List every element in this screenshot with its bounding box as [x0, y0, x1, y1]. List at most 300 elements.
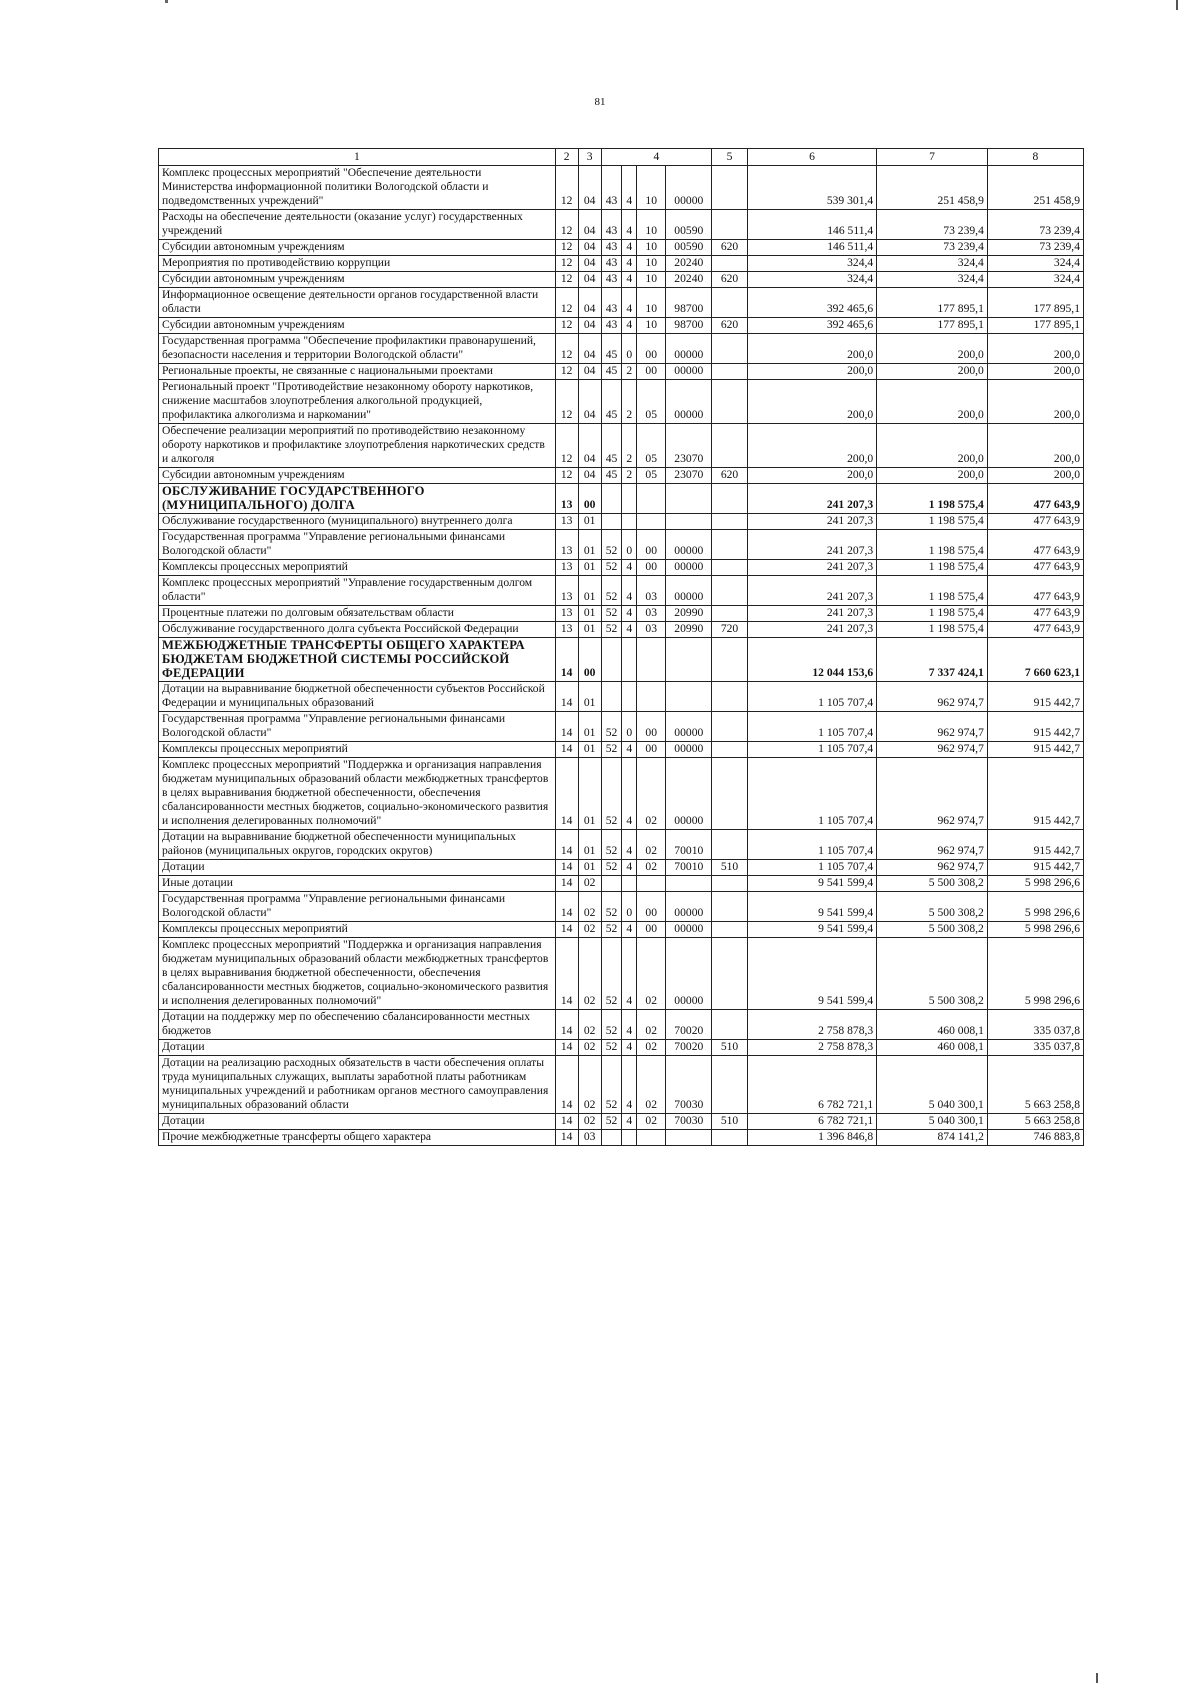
amount-cell: 324,4	[877, 272, 988, 288]
row-name: Государственная программа "Управление региональными финансами Вологодской области"	[159, 892, 556, 922]
code-cell	[712, 712, 747, 742]
scan-mark	[1176, 0, 1178, 10]
code-cell: 12	[555, 318, 578, 334]
table-row	[159, 318, 1084, 334]
code-cell: 4	[622, 576, 637, 606]
row-name: Дотации на выравнивание бюджетной обеспеченности субъектов Российской Федерации и муниципальных образований	[159, 682, 556, 712]
amount-cell: 962 974,7	[877, 682, 988, 712]
table-row	[159, 380, 1084, 424]
amount-cell: 200,0	[747, 364, 876, 380]
table-row	[159, 712, 1084, 742]
code-cell: 00000	[666, 380, 712, 424]
code-cell: 0	[622, 334, 637, 364]
code-cell: 04	[578, 364, 601, 380]
amount-cell: 1 105 707,4	[747, 830, 876, 860]
amount-cell: 241 207,3	[747, 622, 876, 638]
code-cell: 70010	[666, 830, 712, 860]
code-cell: 12	[555, 272, 578, 288]
row-name: Комплекс процессных мероприятий "Поддержка и организация направления бюджетам муниципальных образований области межбюджетных трансфертов в целях выравнивания бюджетной обеспеченности, обеспечения сбалансированности местных бюджетов, социально-экономического развития и исполнения делегированных полномочий"	[159, 758, 556, 830]
code-cell: 02	[578, 1010, 601, 1040]
code-cell	[622, 876, 637, 892]
code-cell: 14	[555, 1040, 578, 1056]
code-cell	[712, 1010, 747, 1040]
amount-cell: 1 198 575,4	[877, 622, 988, 638]
code-cell: 4	[622, 938, 637, 1010]
code-cell: 01	[578, 830, 601, 860]
row-name: Субсидии автономным учреждениям	[159, 240, 556, 256]
code-cell: 00	[637, 712, 666, 742]
code-cell: 52	[601, 560, 622, 576]
code-cell	[601, 484, 622, 514]
code-cell: 4	[622, 240, 637, 256]
code-cell	[712, 682, 747, 712]
amount-cell: 962 974,7	[877, 830, 988, 860]
row-name: Обслуживание государственного долга субъекта Российской Федерации	[159, 622, 556, 638]
amount-cell: 251 458,9	[987, 166, 1083, 210]
amount-cell: 477 643,9	[987, 514, 1083, 530]
code-cell	[637, 514, 666, 530]
amount-cell: 241 207,3	[747, 576, 876, 606]
table-row	[159, 622, 1084, 638]
code-cell: 00000	[666, 712, 712, 742]
row-name: Прочие межбюджетные трансферты общего характера	[159, 1130, 556, 1146]
code-cell: 00000	[666, 576, 712, 606]
code-cell	[712, 334, 747, 364]
code-cell: 02	[637, 860, 666, 876]
code-cell: 43	[601, 210, 622, 240]
amount-cell: 915 442,7	[987, 682, 1083, 712]
code-cell: 05	[637, 468, 666, 484]
amount-cell: 5 663 258,8	[987, 1056, 1083, 1114]
code-cell: 01	[578, 682, 601, 712]
budget-table	[158, 148, 1084, 1146]
code-cell	[712, 256, 747, 272]
table-row	[159, 560, 1084, 576]
code-cell: 00	[637, 334, 666, 364]
code-cell	[712, 606, 747, 622]
table-row	[159, 876, 1084, 892]
code-cell: 02	[578, 1040, 601, 1056]
table-row	[159, 892, 1084, 922]
code-cell	[712, 424, 747, 468]
row-name: Региональные проекты, не связанные с национальными проектами	[159, 364, 556, 380]
code-cell: 02	[637, 1010, 666, 1040]
code-cell: 4	[622, 560, 637, 576]
code-cell: 2	[622, 380, 637, 424]
row-name: Дотации	[159, 860, 556, 876]
code-cell: 02	[637, 1056, 666, 1114]
scan-mark	[1096, 1673, 1098, 1683]
code-cell: 00	[578, 638, 601, 682]
code-cell: 52	[601, 1056, 622, 1114]
code-cell	[622, 638, 637, 682]
code-cell: 02	[578, 922, 601, 938]
code-cell	[601, 682, 622, 712]
amount-cell: 324,4	[877, 256, 988, 272]
row-name: ОБСЛУЖИВАНИЕ ГОСУДАРСТВЕННОГО (МУНИЦИПАЛЬНОГО) ДОЛГА	[159, 484, 556, 514]
amount-cell: 1 105 707,4	[747, 712, 876, 742]
amount-cell: 915 442,7	[987, 712, 1083, 742]
code-cell: 02	[578, 938, 601, 1010]
code-cell: 720	[712, 622, 747, 638]
code-cell: 52	[601, 860, 622, 876]
code-cell: 43	[601, 256, 622, 272]
code-cell: 12	[555, 210, 578, 240]
amount-cell: 177 895,1	[987, 288, 1083, 318]
code-cell: 43	[601, 240, 622, 256]
code-cell: 02	[578, 1056, 601, 1114]
code-cell: 70010	[666, 860, 712, 876]
code-cell: 04	[578, 166, 601, 210]
amount-cell: 460 008,1	[877, 1010, 988, 1040]
amount-cell: 200,0	[987, 364, 1083, 380]
amount-cell: 9 541 599,4	[747, 938, 876, 1010]
row-name: Комплексы процессных мероприятий	[159, 560, 556, 576]
code-cell	[712, 742, 747, 758]
amount-cell: 1 105 707,4	[747, 758, 876, 830]
code-cell: 14	[555, 1056, 578, 1114]
code-cell: 02	[578, 892, 601, 922]
amount-cell: 241 207,3	[747, 530, 876, 560]
code-cell: 00	[637, 560, 666, 576]
code-cell: 70030	[666, 1056, 712, 1114]
code-cell: 01	[578, 560, 601, 576]
table-row	[159, 1040, 1084, 1056]
row-name: Государственная программа "Обеспечение профилактики правонарушений, безопасности населения и территории Вологодской области"	[159, 334, 556, 364]
amount-cell: 477 643,9	[987, 622, 1083, 638]
code-cell: 70020	[666, 1040, 712, 1056]
amount-cell: 1 198 575,4	[877, 606, 988, 622]
page-number: 81	[594, 96, 606, 108]
code-cell: 13	[555, 576, 578, 606]
table-row	[159, 484, 1084, 514]
amount-cell: 1 198 575,4	[877, 514, 988, 530]
amount-cell: 200,0	[747, 380, 876, 424]
code-cell: 52	[601, 606, 622, 622]
code-cell: 52	[601, 830, 622, 860]
code-cell: 14	[555, 1130, 578, 1146]
code-cell	[666, 484, 712, 514]
code-cell: 14	[555, 1010, 578, 1040]
code-cell	[622, 682, 637, 712]
row-name: Субсидии автономным учреждениям	[159, 468, 556, 484]
amount-cell: 335 037,8	[987, 1040, 1083, 1056]
code-cell: 04	[578, 424, 601, 468]
code-cell: 43	[601, 272, 622, 288]
code-cell: 4	[622, 830, 637, 860]
code-cell: 13	[555, 484, 578, 514]
code-cell: 0	[622, 530, 637, 560]
code-cell: 52	[601, 758, 622, 830]
row-name: Субсидии автономным учреждениям	[159, 272, 556, 288]
code-cell: 4	[622, 1056, 637, 1114]
amount-cell: 915 442,7	[987, 830, 1083, 860]
amount-cell: 5 998 296,6	[987, 876, 1083, 892]
code-cell	[712, 364, 747, 380]
code-cell: 04	[578, 210, 601, 240]
table-row	[159, 1056, 1084, 1114]
code-cell: 03	[637, 576, 666, 606]
code-cell: 14	[555, 892, 578, 922]
code-cell: 4	[622, 742, 637, 758]
code-cell: 4	[622, 606, 637, 622]
code-cell: 00000	[666, 364, 712, 380]
amount-cell: 915 442,7	[987, 860, 1083, 876]
code-cell: 14	[555, 1114, 578, 1130]
code-cell: 4	[622, 288, 637, 318]
amount-cell: 2 758 878,3	[747, 1040, 876, 1056]
table-row	[159, 922, 1084, 938]
amount-cell: 1 198 575,4	[877, 576, 988, 606]
amount-cell: 6 782 721,1	[747, 1114, 876, 1130]
code-cell	[712, 484, 747, 514]
code-cell: 45	[601, 380, 622, 424]
code-cell: 23070	[666, 468, 712, 484]
code-cell	[712, 380, 747, 424]
code-cell	[712, 1056, 747, 1114]
code-cell: 14	[555, 938, 578, 1010]
code-cell	[666, 1130, 712, 1146]
table-row	[159, 272, 1084, 288]
code-cell: 13	[555, 530, 578, 560]
code-cell: 52	[601, 1010, 622, 1040]
table-row	[159, 288, 1084, 318]
amount-cell: 241 207,3	[747, 514, 876, 530]
amount-cell: 962 974,7	[877, 758, 988, 830]
table-row	[159, 514, 1084, 530]
amount-cell: 1 105 707,4	[747, 682, 876, 712]
row-name: МЕЖБЮДЖЕТНЫЕ ТРАНСФЕРТЫ ОБЩЕГО ХАРАКТЕРА БЮДЖЕТАМ БЮДЖЕТНОЙ СИСТЕМЫ РОССИЙСКОЙ ФЕДЕРАЦИИ	[159, 638, 556, 682]
amount-cell: 1 198 575,4	[877, 530, 988, 560]
code-cell: 620	[712, 240, 747, 256]
amount-cell: 6 782 721,1	[747, 1056, 876, 1114]
row-name: Информационное освещение деятельности органов государственной власти области	[159, 288, 556, 318]
code-cell: 10	[637, 288, 666, 318]
code-cell: 04	[578, 272, 601, 288]
amount-cell: 177 895,1	[877, 288, 988, 318]
code-cell	[712, 922, 747, 938]
code-cell: 04	[578, 256, 601, 272]
code-cell: 04	[578, 380, 601, 424]
code-cell: 4	[622, 210, 637, 240]
code-cell: 12	[555, 166, 578, 210]
code-cell: 00	[637, 364, 666, 380]
row-name: Государственная программа "Управление региональными финансами Вологодской области"	[159, 530, 556, 560]
code-cell: 00	[637, 742, 666, 758]
code-cell: 20240	[666, 272, 712, 288]
code-cell: 13	[555, 560, 578, 576]
row-name: Дотации на реализацию расходных обязательств в части обеспечения оплаты труда муниципальных служащих, выплаты заработной платы работникам муниципальных учреждений и работникам органов местного самоуправления муниципальных образований области	[159, 1056, 556, 1114]
amount-cell: 1 198 575,4	[877, 484, 988, 514]
amount-cell: 73 239,4	[877, 240, 988, 256]
code-cell: 0	[622, 892, 637, 922]
code-cell: 52	[601, 1114, 622, 1130]
amount-cell: 324,4	[747, 256, 876, 272]
amount-cell: 962 974,7	[877, 860, 988, 876]
amount-cell: 2 758 878,3	[747, 1010, 876, 1040]
code-cell	[712, 288, 747, 318]
code-cell: 52	[601, 622, 622, 638]
code-cell: 14	[555, 638, 578, 682]
code-cell	[601, 514, 622, 530]
code-cell	[637, 638, 666, 682]
code-cell: 10	[637, 272, 666, 288]
code-cell: 45	[601, 468, 622, 484]
table-row	[159, 530, 1084, 560]
row-name: Мероприятия по противодействию коррупции	[159, 256, 556, 272]
code-cell: 00	[637, 530, 666, 560]
code-cell: 12	[555, 380, 578, 424]
code-cell: 14	[555, 860, 578, 876]
amount-cell: 200,0	[987, 334, 1083, 364]
code-cell: 01	[578, 530, 601, 560]
code-cell: 03	[637, 606, 666, 622]
code-cell: 10	[637, 256, 666, 272]
code-cell: 14	[555, 712, 578, 742]
table-row	[159, 1130, 1084, 1146]
code-cell: 52	[601, 530, 622, 560]
code-cell: 01	[578, 758, 601, 830]
code-cell: 00000	[666, 922, 712, 938]
code-cell: 45	[601, 334, 622, 364]
code-cell: 43	[601, 166, 622, 210]
code-cell	[601, 1130, 622, 1146]
code-cell: 00000	[666, 166, 712, 210]
code-cell: 10	[637, 166, 666, 210]
row-name: Обслуживание государственного (муниципального) внутреннего долга	[159, 514, 556, 530]
code-cell: 00	[578, 484, 601, 514]
amount-cell: 73 239,4	[987, 240, 1083, 256]
code-cell: 14	[555, 758, 578, 830]
code-cell: 12	[555, 468, 578, 484]
row-name: Комплексы процессных мероприятий	[159, 922, 556, 938]
code-cell: 01	[578, 514, 601, 530]
table-row	[159, 758, 1084, 830]
code-cell: 02	[637, 938, 666, 1010]
code-cell	[666, 514, 712, 530]
amount-cell: 915 442,7	[987, 758, 1083, 830]
header-cell: 4	[601, 149, 712, 166]
amount-cell: 241 207,3	[747, 560, 876, 576]
row-name: Государственная программа "Управление региональными финансами Вологодской области"	[159, 712, 556, 742]
amount-cell: 324,4	[987, 256, 1083, 272]
code-cell: 52	[601, 712, 622, 742]
amount-cell: 5 998 296,6	[987, 892, 1083, 922]
table-row	[159, 256, 1084, 272]
code-cell: 04	[578, 334, 601, 364]
header-cell: 5	[712, 149, 747, 166]
code-cell	[666, 876, 712, 892]
amount-cell: 200,0	[987, 424, 1083, 468]
amount-cell: 251 458,9	[877, 166, 988, 210]
code-cell: 00000	[666, 334, 712, 364]
table-row	[159, 334, 1084, 364]
table-row	[159, 606, 1084, 622]
code-cell: 01	[578, 860, 601, 876]
row-name: Процентные платежи по долговым обязательствам области	[159, 606, 556, 622]
amount-cell: 200,0	[747, 468, 876, 484]
table-row	[159, 638, 1084, 682]
amount-cell: 200,0	[747, 334, 876, 364]
code-cell: 01	[578, 712, 601, 742]
code-cell	[637, 1130, 666, 1146]
code-cell	[622, 484, 637, 514]
code-cell: 4	[622, 272, 637, 288]
code-cell: 02	[637, 1114, 666, 1130]
amount-cell: 146 511,4	[747, 240, 876, 256]
row-name: Дотации на выравнивание бюджетной обеспеченности муниципальных районов (муниципальных округов, городских округов)	[159, 830, 556, 860]
amount-cell: 200,0	[877, 364, 988, 380]
amount-cell: 7 660 623,1	[987, 638, 1083, 682]
row-name: Комплекс процессных мероприятий "Управление государственным долгом области"	[159, 576, 556, 606]
row-name: Дотации	[159, 1040, 556, 1056]
amount-cell: 73 239,4	[987, 210, 1083, 240]
row-name: Дотации	[159, 1114, 556, 1130]
table-row	[159, 682, 1084, 712]
code-cell	[637, 876, 666, 892]
code-cell: 12	[555, 256, 578, 272]
amount-cell: 324,4	[987, 272, 1083, 288]
amount-cell: 477 643,9	[987, 484, 1083, 514]
code-cell: 4	[622, 860, 637, 876]
code-cell: 52	[601, 742, 622, 758]
code-cell: 0	[622, 712, 637, 742]
code-cell: 620	[712, 318, 747, 334]
code-cell: 4	[622, 922, 637, 938]
table-row	[159, 1010, 1084, 1040]
scan-mark	[165, 0, 168, 3]
amount-cell: 915 442,7	[987, 742, 1083, 758]
amount-cell: 9 541 599,4	[747, 892, 876, 922]
amount-cell: 392 465,6	[747, 318, 876, 334]
code-cell: 10	[637, 210, 666, 240]
amount-cell: 324,4	[747, 272, 876, 288]
code-cell: 05	[637, 424, 666, 468]
code-cell: 01	[578, 622, 601, 638]
code-cell	[666, 682, 712, 712]
code-cell: 00000	[666, 938, 712, 1010]
code-cell: 45	[601, 364, 622, 380]
amount-cell: 200,0	[877, 380, 988, 424]
table-row	[159, 830, 1084, 860]
code-cell: 00000	[666, 530, 712, 560]
code-cell: 12	[555, 288, 578, 318]
amount-cell: 200,0	[987, 380, 1083, 424]
amount-cell: 539 301,4	[747, 166, 876, 210]
header-cell: 8	[987, 149, 1083, 166]
amount-cell: 5 040 300,1	[877, 1114, 988, 1130]
code-cell	[712, 576, 747, 606]
code-cell	[712, 876, 747, 892]
code-cell: 04	[578, 240, 601, 256]
amount-cell: 177 895,1	[987, 318, 1083, 334]
amount-cell: 146 511,4	[747, 210, 876, 240]
row-name: Обеспечение реализации мероприятий по противодействию незаконному обороту наркотиков и профилактике злоупотребления наркотических средств и алкоголя	[159, 424, 556, 468]
code-cell: 620	[712, 468, 747, 484]
code-cell: 20990	[666, 622, 712, 638]
code-cell: 13	[555, 622, 578, 638]
amount-cell: 962 974,7	[877, 712, 988, 742]
amount-cell: 200,0	[877, 424, 988, 468]
code-cell: 14	[555, 742, 578, 758]
amount-cell: 9 541 599,4	[747, 876, 876, 892]
code-cell: 43	[601, 318, 622, 334]
code-cell	[712, 1130, 747, 1146]
code-cell: 01	[578, 576, 601, 606]
code-cell: 4	[622, 758, 637, 830]
code-cell: 52	[601, 1040, 622, 1056]
amount-cell: 12 044 153,6	[747, 638, 876, 682]
